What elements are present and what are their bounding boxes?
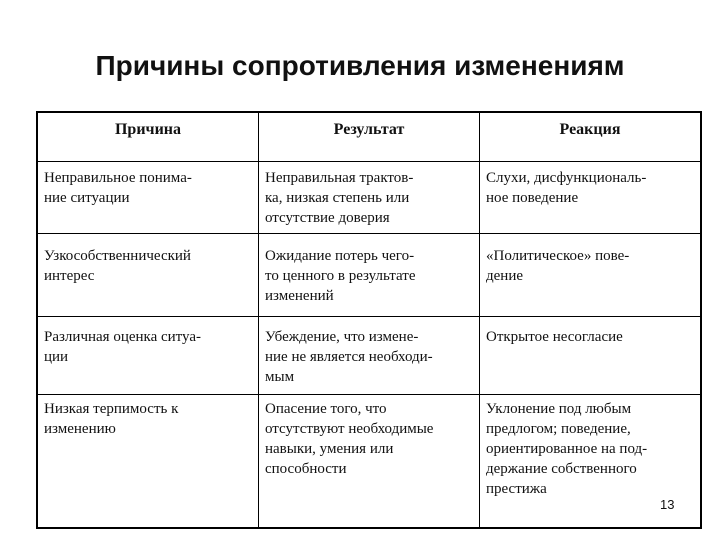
- cell-result: Неправильная трактов- ка, низкая степень или отсутствие доверия: [265, 170, 414, 226]
- header-reaction: Реакция: [559, 121, 621, 138]
- row-divider: [38, 233, 700, 234]
- row-divider: [38, 394, 700, 395]
- cell-cause: Узкособственнический интерес: [44, 248, 191, 284]
- cell-result: Убеждение, что измене- ние не является необходи- мым: [265, 329, 433, 385]
- page-number: 13: [660, 497, 675, 512]
- column-divider: [479, 113, 480, 527]
- column-divider: [258, 113, 259, 527]
- row-divider: [38, 316, 700, 317]
- cell-cause: Различная оценка ситуа- ции: [44, 329, 201, 365]
- cell-reaction: Уклонение под любым предлогом; поведение, ориентированное на под- держание собственного престижа: [486, 401, 648, 497]
- row-divider: [38, 161, 700, 162]
- cell-reaction: Слухи, дисфункциональ- ное поведение: [486, 170, 647, 206]
- slide-title: Причины сопротивления изменениям: [95, 50, 625, 81]
- cell-cause: Неправильное понима- ние ситуации: [44, 170, 192, 206]
- header-result: Результат: [333, 121, 405, 138]
- cell-result: Опасение того, что отсутствуют необходимые навыки, умения или способности: [265, 401, 434, 477]
- cell-reaction: Открытое несогласие: [486, 329, 623, 345]
- header-cause: Причина: [114, 121, 182, 138]
- cell-result: Ожидание потерь чего- то ценного в результате изменений: [265, 248, 416, 304]
- causes-table: [36, 111, 702, 529]
- cell-cause: Низкая терпимость к изменению: [44, 401, 179, 437]
- cell-reaction: «Политическое» пове- дение: [486, 248, 630, 284]
